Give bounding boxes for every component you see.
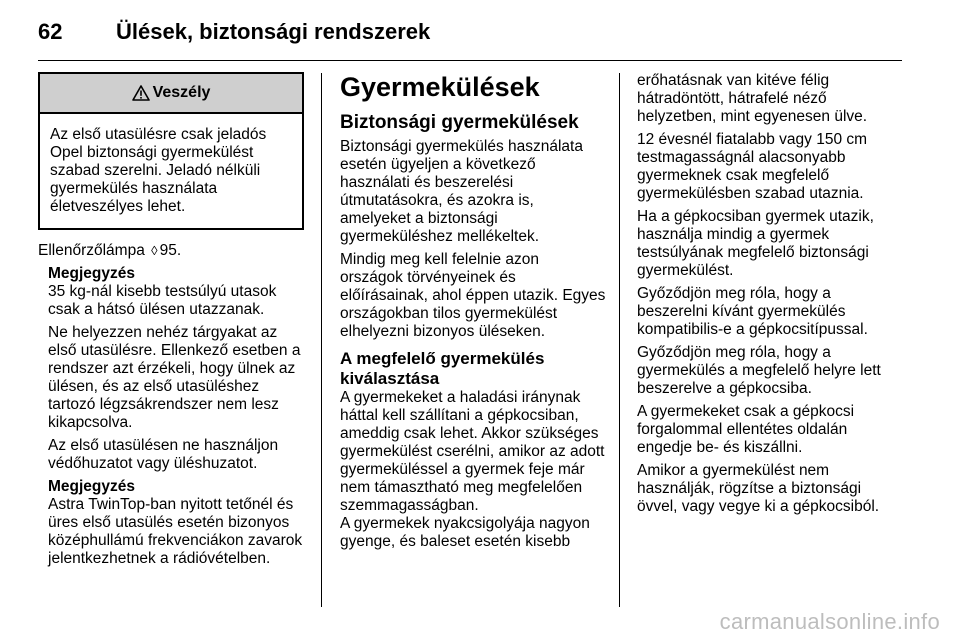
danger-box-title: Veszély [152, 84, 211, 101]
note-heading: Megjegyzés [48, 265, 136, 282]
subsection-title: Biztonsági gyermekülések [340, 112, 579, 133]
warning-triangle-icon [132, 85, 150, 101]
page-number: 62 [38, 19, 63, 44]
page-header [38, 17, 902, 47]
paragraph: Ne helyezzen nehéz tárgyakat az első utasülésre. Ellenkező esetben a rendszer azt érzékeli, hogy ülnek az ülésen, és az első utasüléshez tartozó légzsákrendszer nem lesz kikapcsolva. [48, 324, 301, 431]
danger-box [38, 72, 304, 230]
paragraph: Mindig meg kell felelnie azon országok törvényeinek és előírásainak, ahol éppen utazik. Egyes országokban tilos gyermekülést elhelyezni bizonyos üléseken. [340, 251, 606, 340]
xref-line [38, 242, 304, 260]
page-reference-icon: ◊ [151, 243, 158, 258]
note-heading: Megjegyzés [48, 478, 136, 495]
section-title: Gyermekülések [340, 72, 540, 102]
page-title: Ülések, biztonsági rendszerek [116, 19, 431, 44]
header-divider [38, 60, 902, 61]
note-text: 35 kg-nál kisebb testsúlyú utasok csak a hátsó ülésen utazzanak. [48, 283, 277, 318]
paragraph: Az első utasülésen ne használjon védőhuzatot vagy üléshuzatot. [48, 437, 279, 472]
paragraph: Ha a gépkocsiban gyermek utazik, használja mindig a gyermek testsúlyának megfelelő biztonsági gyermekülést. [637, 208, 874, 279]
paragraph: 12 évesnél fiatalabb vagy 150 cm testmagasságnál alacsonyabb gyermeknek csak megfelelő gyermekülésben szabad utaznia. [637, 131, 868, 202]
paragraph: A gyermekek nyakcsigolyája nagyon gyenge, és baleset esetén kisebb [340, 515, 590, 550]
paragraph: Amikor a gyermekülést nem használják, rögzítse a biztonsági övvel, vagy vegye ki a gépkocsiból. [637, 462, 880, 515]
column-divider-1 [321, 73, 322, 607]
xref-page[interactable]: 95. [159, 242, 182, 259]
column-left [38, 72, 304, 573]
paragraph: erőhatásnak van kitéve félig hátradöntött, hátrafelé néző helyzetben, mint egyenesen ülve. [637, 72, 868, 125]
danger-box-text: Az első utasülésre csak jeladós Opel biztonsági gyermekülést szabad szerelni. Jeladó nélküli gyermekülés használata életveszélyes lehet. [50, 126, 267, 215]
subsection-title: A megfelelő gyermekülés kiválasztása [340, 349, 545, 388]
note-text: Astra TwinTop-ban nyitott tetőnél és üres első utasülés esetén bizonyos középhullámú frekvenciákon zavarok jelentkezhetnek a rádióvételben. [48, 496, 303, 567]
paragraph: Győződjön meg róla, hogy a beszerelni kívánt gyermekülés kompatibilis-e a gépkocsitípussal. [637, 285, 868, 338]
paragraph: Győződjön meg róla, hogy a gyermekülés a megfelelő helyre lett beszerelve a gépkocsiba. [637, 344, 881, 397]
paragraph: A gyermekeket a haladási iránynak háttal kell szállítani a gépkocsiban, ameddig csak lehet. Akkor szükséges gyermekülést cserélni, amikor az adott gyermeküléssel a gyermek feje már nem támasztható meg megfelelően szemmagasságban. [340, 389, 605, 514]
column-divider-2 [619, 73, 620, 607]
column-middle [340, 72, 606, 556]
paragraph: Biztonsági gyermekülés használata esetén ügyeljen a következő használati és beszerelési útmutatásokra, és azokra is, amelyeket a biztonsági gyermeküléshez mellékeltek. [340, 138, 583, 245]
column-right [637, 72, 904, 521]
paragraph: A gyermekeket csak a gépkocsi forgalommal ellentétes oldalán engedje be- és kiszállni. [637, 403, 855, 456]
note-block-1 [38, 265, 304, 473]
watermark: carmanualsonline.info [719, 609, 940, 634]
danger-box-header [40, 74, 302, 114]
xref-label: Ellenőrzőlámpa [38, 242, 145, 259]
